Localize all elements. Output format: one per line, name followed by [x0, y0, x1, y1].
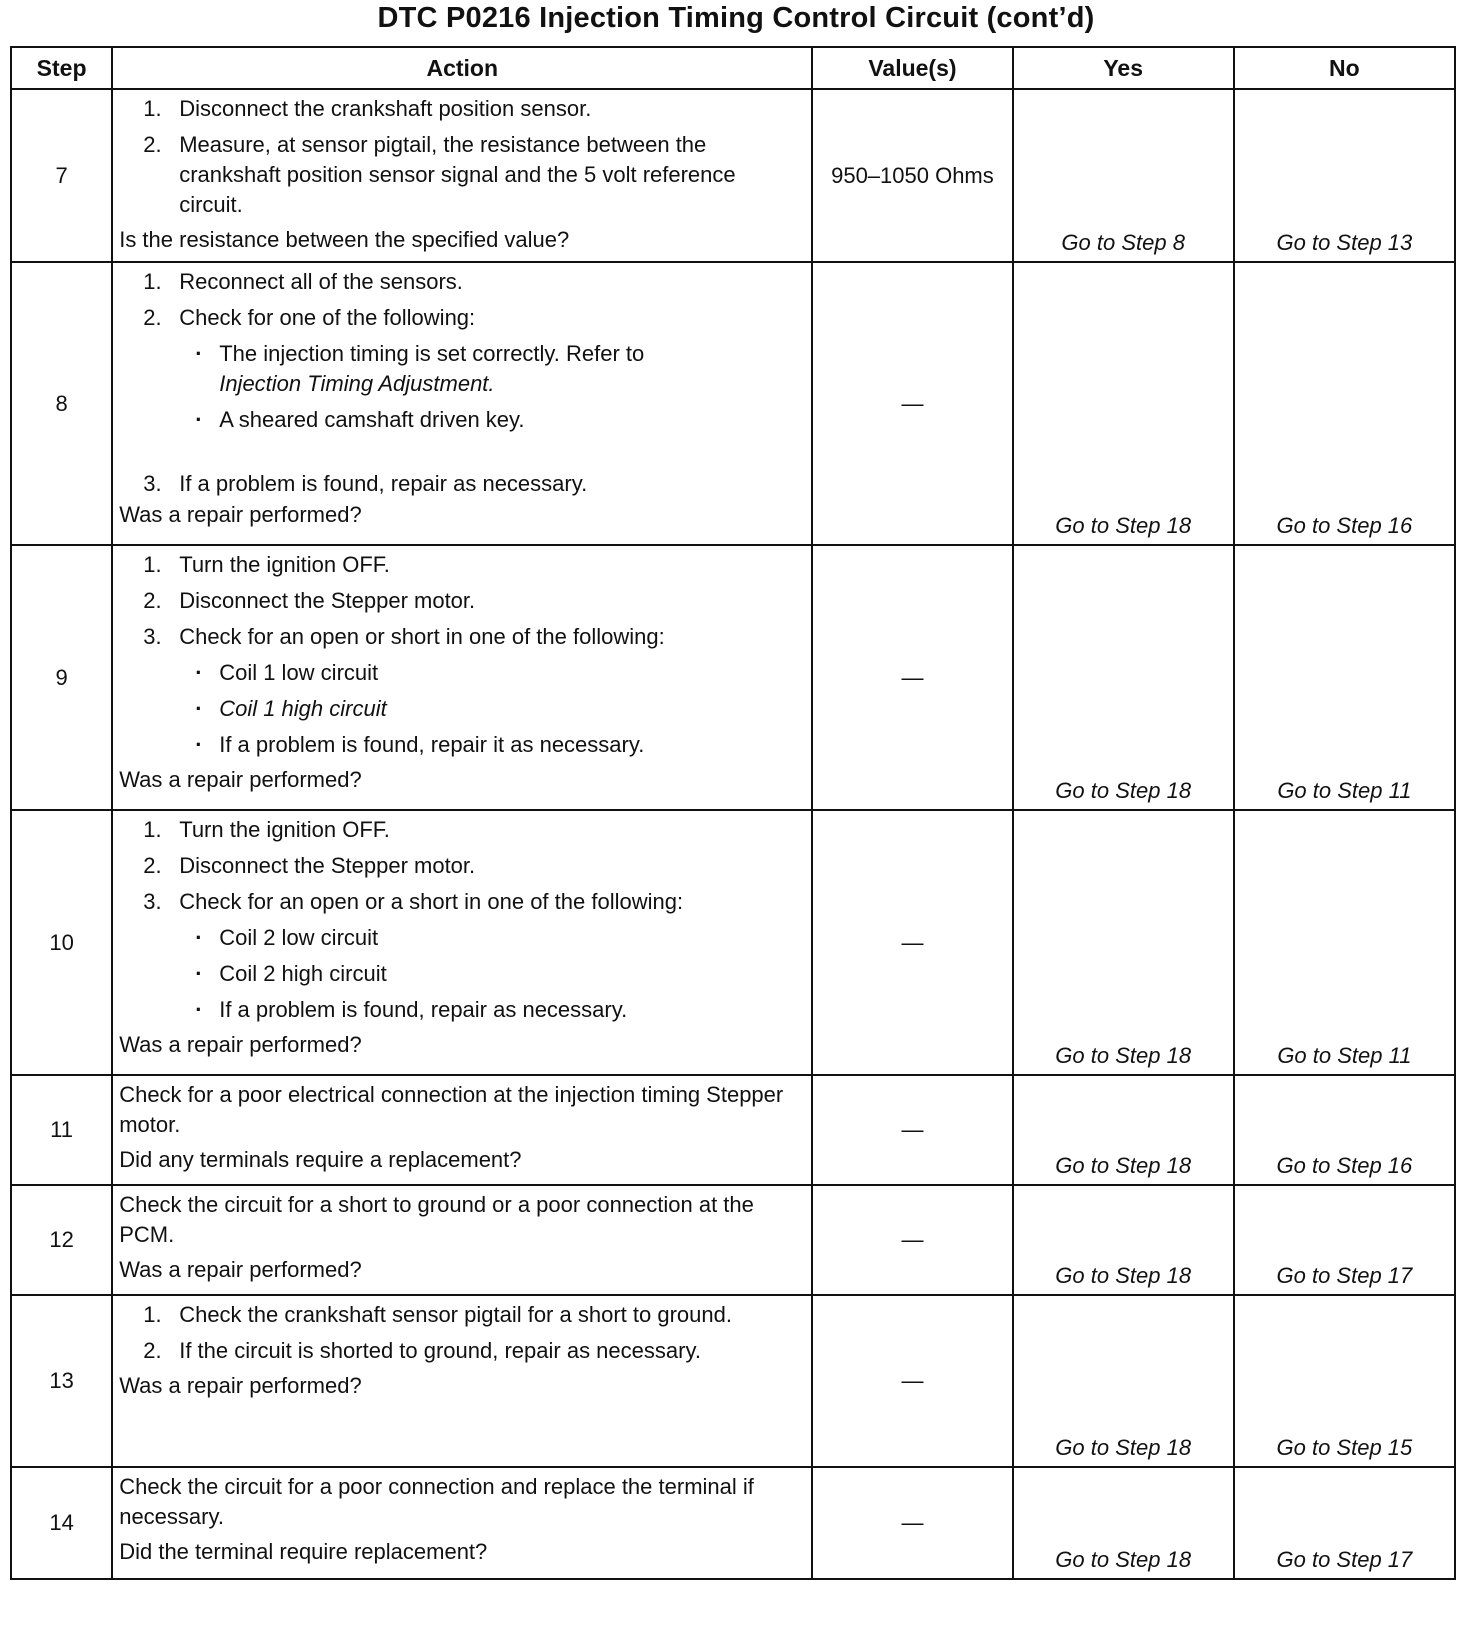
value-cell: —	[812, 1075, 1012, 1185]
value-cell: —	[812, 1295, 1012, 1467]
step-number: 9	[11, 545, 112, 810]
action-bullet: · The injection timing is set correctly. Refer to Injection Timing Adjustment.	[195, 341, 645, 396]
action-item: 1. Check the crankshaft sensor pigtail for a short to ground.	[143, 1302, 732, 1327]
no-cell: Go to Step 16	[1234, 1075, 1455, 1185]
yes-cell: Go to Step 18	[1013, 1295, 1234, 1467]
page-title: DTC P0216 Injection Timing Control Circuit (cont’d)	[377, 2, 1095, 34]
table-row	[11, 1185, 1455, 1295]
table-row	[11, 1295, 1455, 1467]
yes-cell: Go to Step 18	[1013, 1185, 1234, 1295]
step-number: 10	[11, 810, 112, 1075]
header-values: Value(s)	[812, 47, 1012, 89]
action-item: 2. Check for one of the following:	[143, 305, 476, 330]
yes-cell: Go to Step 18	[1013, 810, 1234, 1075]
action-question: Was a repair performed?	[119, 502, 362, 527]
action-cell	[112, 545, 812, 810]
procedure-reference: Injection Timing Adjustment.	[219, 371, 495, 396]
action-question: Was a repair performed?	[119, 767, 362, 792]
action-question: Did the terminal require replacement?	[119, 1539, 488, 1564]
diagnostic-table	[10, 46, 1456, 1580]
action-item: 2. If the circuit is shorted to ground, repair as necessary.	[143, 1338, 701, 1363]
no-cell: Go to Step 11	[1234, 810, 1455, 1075]
yes-cell: Go to Step 18	[1013, 1467, 1234, 1579]
step-number: 11	[11, 1075, 112, 1185]
action-bullet: · A sheared camshaft driven key.	[195, 407, 525, 432]
value-cell: —	[812, 1185, 1012, 1295]
action-bullet: · Coil 2 low circuit	[195, 925, 379, 950]
action-bullet: · Coil 1 high circuit	[195, 696, 387, 721]
value-cell: —	[812, 1467, 1012, 1579]
no-cell: Go to Step 16	[1234, 262, 1455, 545]
table-header-row	[11, 47, 1455, 89]
value-cell: 950–1050 Ohms	[812, 89, 1012, 262]
header-no: No	[1234, 47, 1455, 89]
no-cell: Go to Step 17	[1234, 1185, 1455, 1295]
step-number: 14	[11, 1467, 112, 1579]
header-action: Action	[112, 47, 812, 89]
step-number: 13	[11, 1295, 112, 1467]
action-item: 1. Turn the ignition OFF.	[143, 817, 390, 842]
table-row	[11, 1467, 1455, 1579]
action-question: Was a repair performed?	[119, 1257, 362, 1282]
yes-cell: Go to Step 18	[1013, 545, 1234, 810]
table-row	[11, 89, 1455, 262]
action-item: 3. Check for an open or short in one of the following:	[143, 624, 665, 649]
action-bullet: · If a problem is found, repair as necessary.	[195, 997, 628, 1022]
table-row	[11, 810, 1455, 1075]
action-item: 1. Disconnect the crankshaft position sensor.	[143, 96, 592, 121]
table-row	[11, 1075, 1455, 1185]
table-row	[11, 545, 1455, 810]
value-cell: —	[812, 810, 1012, 1075]
action-bullet: · Coil 2 high circuit	[195, 961, 387, 986]
action-question: Did any terminals require a replacement?	[119, 1147, 522, 1172]
action-cell	[112, 1295, 812, 1467]
action-item: 1. Turn the ignition OFF.	[143, 552, 390, 577]
action-cell	[112, 1075, 812, 1185]
action-item: 1. Reconnect all of the sensors.	[143, 269, 463, 294]
action-bullet: · If a problem is found, repair it as necessary.	[195, 732, 645, 757]
table-row	[11, 262, 1455, 545]
action-cell	[112, 1467, 812, 1579]
step-number: 7	[11, 89, 112, 262]
action-item: 3. If a problem is found, repair as necessary.	[143, 471, 588, 496]
step-number: 12	[11, 1185, 112, 1295]
step-number: 8	[11, 262, 112, 545]
action-text: Check the circuit for a short to ground or a poor connection at the PCM.	[119, 1192, 754, 1247]
no-cell: Go to Step 13	[1234, 89, 1455, 262]
action-item: 3. Check for an open or a short in one of the following:	[143, 889, 684, 914]
no-cell: Go to Step 17	[1234, 1467, 1455, 1579]
value-cell: —	[812, 262, 1012, 545]
yes-cell: Go to Step 18	[1013, 1075, 1234, 1185]
action-item: 2. Disconnect the Stepper motor.	[143, 588, 476, 613]
yes-cell: Go to Step 18	[1013, 262, 1234, 545]
action-cell	[112, 89, 812, 262]
header-yes: Yes	[1013, 47, 1234, 89]
action-question: Was a repair performed?	[119, 1032, 362, 1057]
action-bullet: · Coil 1 low circuit	[195, 660, 379, 685]
yes-cell: Go to Step 8	[1013, 89, 1234, 262]
no-cell: Go to Step 15	[1234, 1295, 1455, 1467]
action-cell	[112, 262, 812, 545]
value-cell: —	[812, 545, 1012, 810]
action-question: Is the resistance between the specified value?	[119, 227, 570, 252]
action-text: Check for a poor electrical connection at the injection timing Stepper motor.	[119, 1082, 784, 1137]
header-step: Step	[11, 47, 112, 89]
action-cell	[112, 810, 812, 1075]
action-text: Check the circuit for a poor connection and replace the terminal if necessary.	[119, 1474, 754, 1529]
no-cell: Go to Step 11	[1234, 545, 1455, 810]
action-question: Was a repair performed?	[119, 1373, 362, 1398]
action-cell	[112, 1185, 812, 1295]
action-item: 2. Disconnect the Stepper motor.	[143, 853, 476, 878]
action-item: 2. Measure, at sensor pigtail, the resistance between the crankshaft position sensor signal and the 5 volt reference circuit.	[143, 132, 736, 217]
